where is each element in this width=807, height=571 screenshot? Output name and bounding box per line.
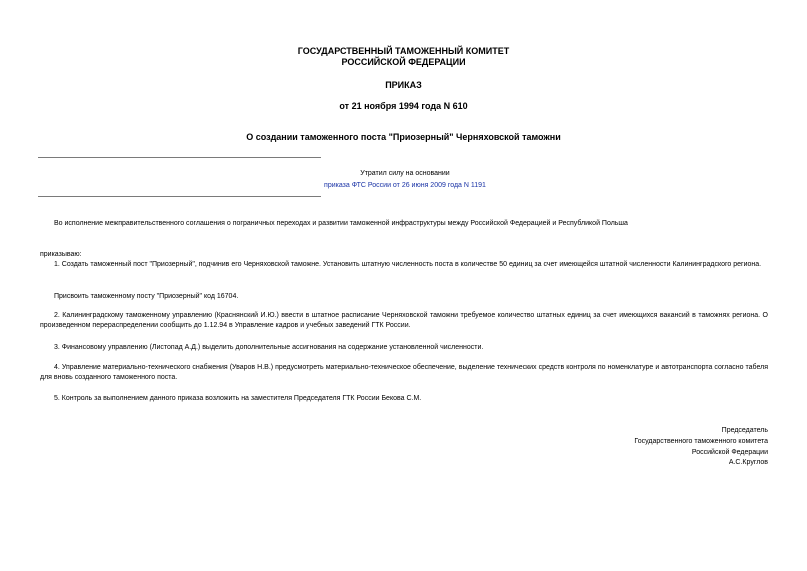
order-item-4: 4. Управление материально-технического снабжения (Уваров Н.В.) предусмотреть материально-техническое обеспечение, выделение технических средств контроля по номенклатуре и автотранспорта согласно табеля для вновь созданного таможенного поста. (40, 364, 768, 381)
order-item-3: 3. Финансовому управлению (Листопад А.Д.) выделить дополнительные ассигнования на содержание установленной численности. (54, 344, 484, 351)
signature-org: Государственного таможенного комитета (634, 438, 768, 445)
order-item-1: 1. Создать таможенный пост "Приозерный", подчинив его Черняховской таможне. Установить штатную численность поста в количестве 50 единиц за счет имеющейся штатной численности Калининградского региона. (54, 261, 762, 268)
document-type: ПРИКАЗ (385, 80, 422, 90)
order-item-code: Присвоить таможенному посту "Приозерный" код 16704. (54, 293, 239, 300)
divider-top (38, 157, 321, 158)
document-title: О создании таможенного поста "Приозерный" Черняховской таможни (246, 132, 561, 142)
order-item-5: 5. Контроль за выполнением данного приказа возложить на заместителя Председателя ГТК России Бекова С.М. (54, 395, 422, 402)
order-word: приказываю: (40, 251, 82, 258)
signature-country: Российской Федерации (691, 449, 768, 456)
issuer-line-1: ГОСУДАРСТВЕННЫЙ ТАМОЖЕННЫЙ КОМИТЕТ (297, 46, 510, 56)
signature-title: Председатель (721, 427, 768, 434)
document-date: от 21 ноября 1994 года N 610 (339, 101, 468, 111)
status-note: Утратил силу на основании (360, 170, 450, 177)
repeal-order-link[interactable]: приказа ФТС России от 26 июня 2009 года N 1191 (324, 182, 486, 189)
signature-name: А.С.Круглов (728, 459, 768, 466)
order-item-2: 2. Калининградскому таможенному управлению (Краснянский И.Ю.) ввести в штатное расписание Черняховской таможни требуемое количество штатных единиц за счет имеющихся вакансий в таможнях региона. О произведенном перераспределении сообщить до 1.12.94 в Управление кадров и учебных заведений ГТК России. (40, 312, 768, 329)
divider-bottom (38, 196, 321, 197)
intro-paragraph: Во исполнение межправительственного соглашения о пограничных переходах и развитии таможенной инфраструктуры между Российской Федерацией и Республикой Польша (54, 220, 628, 227)
issuer-line-2: РОССИЙСКОЙ ФЕДЕРАЦИИ (341, 57, 466, 67)
